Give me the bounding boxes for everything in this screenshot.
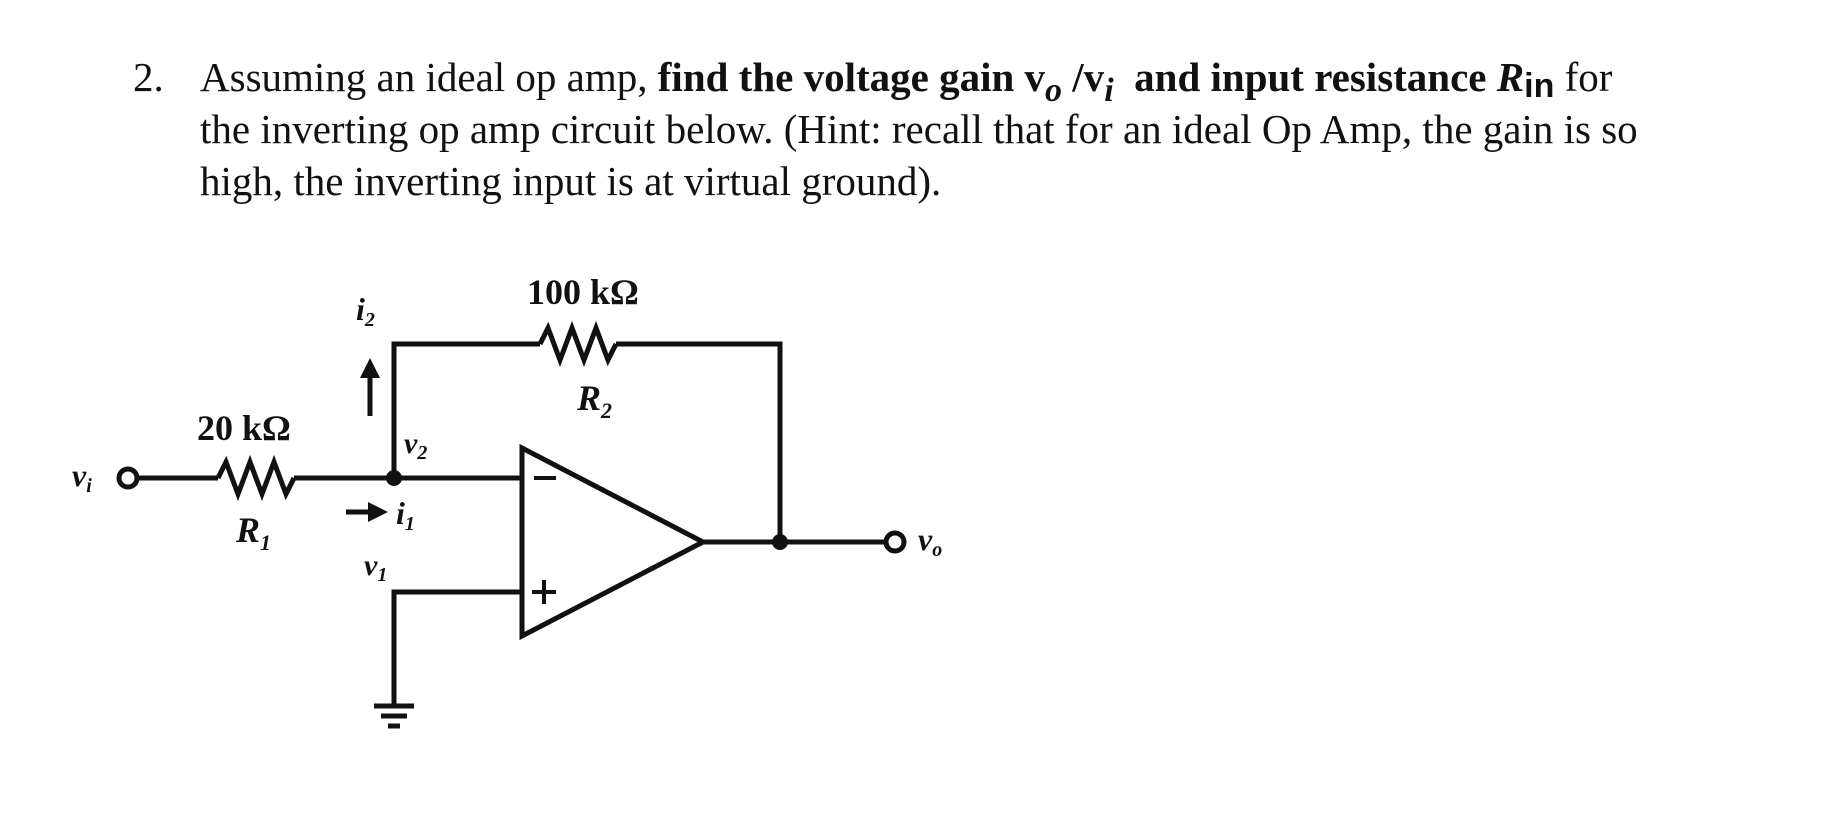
- i2-arrowhead: [360, 358, 380, 378]
- rin-symbol: R: [1496, 54, 1525, 100]
- op-amp-plus-sign: [532, 580, 556, 604]
- node-v1-sub: 1: [377, 564, 388, 586]
- r1-value-label: 20 kΩ: [197, 408, 291, 448]
- question-line-2: the inverting op amp circuit below. (Hint: recall that for an ideal Op Amp, the gain is so: [200, 106, 1638, 152]
- question-tail: for: [1554, 54, 1613, 100]
- gain-subscript-i: i: [1104, 72, 1114, 109]
- input-node-sub: i: [86, 475, 92, 497]
- node-v1-letter: v: [364, 549, 378, 582]
- output-node-sub: o: [932, 539, 943, 561]
- resistor-r2: [540, 328, 616, 360]
- r1-name-letter: R: [236, 510, 261, 550]
- gain-slash-v: /v: [1062, 54, 1105, 100]
- r2-name-sub: 2: [601, 398, 613, 423]
- node-v2-label: [404, 427, 427, 464]
- output-node-label: [918, 521, 942, 561]
- input-terminal: [119, 469, 137, 487]
- output-terminal: [886, 533, 904, 551]
- current-i2-sub: 2: [364, 309, 375, 331]
- r2-value-label: 100 kΩ: [527, 272, 639, 312]
- current-i1-letter: i: [396, 495, 405, 531]
- current-i2-label: [356, 291, 375, 331]
- r1-name-sub: 1: [260, 530, 272, 555]
- inverting-node-dot: [386, 470, 402, 486]
- node-v2-letter: v: [404, 427, 418, 460]
- gain-subscript-o: o: [1045, 72, 1063, 109]
- i1-arrowhead: [368, 502, 388, 522]
- input-node-letter: v: [72, 457, 87, 493]
- node-v2-sub: 2: [417, 442, 428, 464]
- output-node-dot: [772, 534, 788, 550]
- rin-subscript: in: [1524, 67, 1555, 105]
- current-i1-sub: 1: [404, 513, 415, 535]
- non-inverting-input-wire: [394, 592, 522, 706]
- question-bold-phrase: find the voltage gain v: [657, 54, 1046, 100]
- node-v1-label: [364, 549, 387, 586]
- current-i2-letter: i: [356, 291, 365, 327]
- question-number: 2.: [133, 54, 164, 100]
- question-line-3: high, the inverting input is at virtual ground).: [200, 158, 942, 204]
- r2-name-label: [576, 378, 612, 423]
- r1-name-label: [235, 510, 271, 555]
- question-bold-mid: and input resistance: [1113, 54, 1497, 100]
- output-node-letter: v: [918, 521, 933, 557]
- input-node-label: [72, 457, 92, 497]
- r2-name-letter: R: [577, 378, 602, 418]
- current-i1-label: [396, 495, 415, 535]
- question-intro: Assuming an ideal op amp,: [200, 54, 658, 100]
- resistor-r1: [218, 462, 294, 494]
